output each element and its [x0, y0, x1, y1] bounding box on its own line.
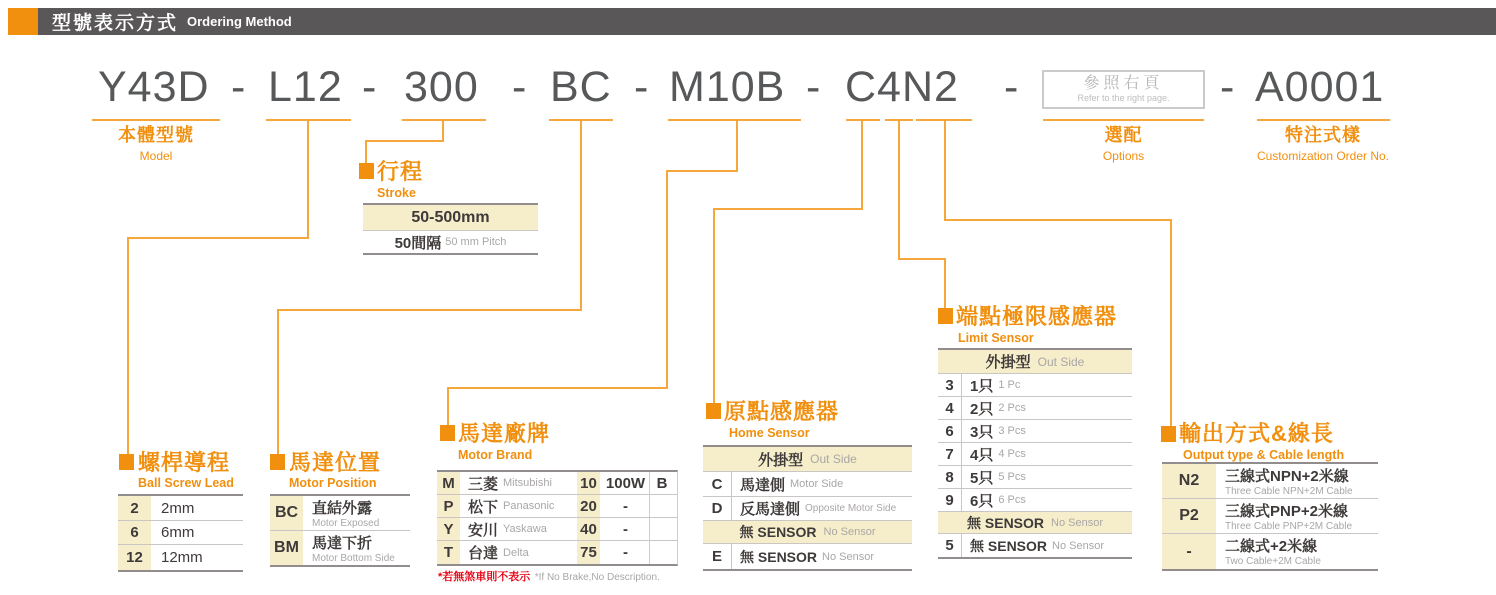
value-zh: 三線式NPN+2米線 [1225, 467, 1349, 485]
header-zh: 外掛型 [985, 354, 1031, 371]
code-cell: 4 [938, 397, 962, 419]
table-row [437, 472, 677, 495]
no-sensor-en: No Sensor [823, 526, 876, 538]
stroke-title-en: Stroke [377, 186, 416, 200]
section-square-icon [1161, 426, 1176, 442]
table-row [703, 544, 912, 569]
code-cell: 6 [938, 420, 962, 442]
table-row [938, 420, 1132, 443]
header-en: Out Side [810, 452, 857, 466]
table-row [938, 534, 1132, 557]
value-en: Motor Bottom Side [312, 552, 395, 564]
brand-en: Delta [503, 546, 529, 559]
code-cell: BC [270, 496, 305, 530]
separator: - [806, 63, 821, 111]
section-square-icon [938, 308, 953, 324]
brand-zh: 三菱 [468, 475, 499, 493]
ball-screw-lead-table [118, 494, 243, 572]
value-en: Three Cable NPN+2M Cable [1225, 485, 1353, 497]
brand-en: Mitsubishi [503, 477, 552, 489]
stroke-table [363, 203, 538, 255]
code-cell: M [437, 472, 462, 494]
page-title: 型號表示方式 [52, 13, 179, 34]
no-sensor-zh: 無 SENSOR [739, 524, 817, 540]
value-zh: 6只 [970, 492, 994, 510]
code-cell: 6 [118, 521, 153, 544]
no-sensor-zh: 無 SENSOR [967, 514, 1045, 531]
value-en: Two Cable+2M Cable [1225, 556, 1321, 567]
connector-line [944, 121, 946, 219]
power-code-cell: 40 [575, 518, 602, 540]
no-sensor-band [703, 521, 912, 544]
table-row [118, 496, 243, 521]
header-accent-square [8, 8, 38, 35]
table-row [1162, 534, 1378, 569]
customization-label-en: Customization Order No. [1256, 148, 1390, 163]
power-code-cell: 10 [575, 472, 602, 494]
options-reference-zh: 參照右頁 [1083, 75, 1164, 93]
table-row [363, 205, 538, 231]
page-title-en: Ordering Method [187, 14, 292, 29]
section-square-icon [706, 403, 721, 419]
underline [1257, 119, 1390, 121]
value-zh: 馬達下折 [312, 534, 373, 552]
limit-sensor-title-en: Limit Sensor [958, 331, 1034, 345]
value-en: 3 Pcs [998, 425, 1026, 437]
value-cell: 2mm [161, 499, 195, 517]
connector-line [736, 121, 738, 170]
model-segment-sensors: C4N2 [845, 63, 959, 111]
value-en: Motor Exposed [312, 517, 380, 529]
table-row [938, 443, 1132, 466]
table-row [703, 497, 912, 521]
connector-line [898, 258, 946, 260]
motor-position-title-en: Motor Position [289, 476, 377, 490]
value-cell: 12mm [161, 549, 203, 566]
options-reference-en: Refer to the right page. [1077, 92, 1170, 103]
separator: - [1004, 63, 1019, 111]
value-zh: 馬達側 [740, 476, 786, 494]
section-square-icon [440, 425, 455, 441]
value-en: No Sensor [822, 550, 874, 563]
table-row [437, 541, 677, 564]
model-segment-motor-position: BC [550, 63, 612, 111]
value-cell: 6mm [161, 524, 195, 541]
table-row [363, 231, 538, 253]
connector-line [666, 170, 668, 387]
options-reference-box [1042, 70, 1205, 109]
brand-zh: 松下 [468, 498, 499, 516]
value-zh: 二線式+2米線 [1225, 538, 1318, 555]
home-sensor-title-en: Home Sensor [729, 426, 810, 440]
table-row [270, 496, 410, 531]
power-code-cell: 20 [575, 495, 602, 517]
connector-line [898, 121, 900, 258]
connector-line [861, 121, 863, 208]
table-row [118, 545, 243, 570]
brand-en: Panasonic [503, 500, 555, 512]
connector-line [666, 170, 738, 172]
value-zh: 直結外露 [312, 499, 373, 517]
code-cell: Y [437, 518, 462, 540]
underline [1043, 119, 1204, 121]
stroke-pitch-zh: 50間隔 [394, 234, 442, 252]
code-cell: 3 [938, 374, 962, 396]
header-zh: 外掛型 [758, 451, 804, 469]
code-cell: P2 [1162, 499, 1218, 533]
value-zh: 無 SENSOR [740, 548, 818, 565]
connector-line [713, 208, 715, 405]
value-en: Motor Side [790, 478, 844, 490]
table-row [938, 489, 1132, 512]
underline [92, 119, 220, 121]
brake-note [438, 567, 660, 585]
section-square-icon [119, 454, 134, 470]
connector-line [580, 121, 582, 309]
value-en: 1 Pc [998, 379, 1021, 391]
separator: - [1220, 63, 1235, 111]
limit-sensor-title: 端點極限感應器 [956, 304, 1118, 329]
no-sensor-band [938, 512, 1132, 534]
code-cell: 9 [938, 489, 962, 511]
table-header-row [938, 350, 1132, 374]
ball-screw-title: 螺桿導程 [138, 450, 231, 475]
home-sensor-title: 原點感應器 [724, 399, 840, 424]
output-table [1162, 462, 1378, 571]
connector-line [944, 258, 946, 309]
value-zh: 三線式PNP+2米線 [1225, 502, 1348, 520]
stroke-range: 50-500mm [411, 208, 490, 226]
brake-cell: B [656, 474, 668, 492]
code-cell: 12 [118, 545, 153, 570]
separator: - [362, 63, 377, 111]
model-segment-custom-no: A0001 [1255, 63, 1385, 111]
code-cell: N2 [1162, 464, 1218, 498]
table-row [1162, 499, 1378, 534]
motor-brand-title: 馬達廠牌 [458, 421, 551, 446]
table-row [1162, 464, 1378, 499]
connector-line [713, 208, 863, 210]
header-en: Out Side [1037, 354, 1085, 369]
underline [402, 119, 486, 121]
model-label-zh: 本體型號 [118, 125, 194, 145]
value-en: 4 Pcs [998, 448, 1026, 460]
connector-line [944, 219, 1172, 221]
code-cell: P [437, 495, 462, 517]
value-zh: 無 SENSOR [970, 537, 1048, 554]
connector-line [1170, 219, 1172, 428]
customization-label [1230, 125, 1416, 166]
output-title-en: Output type & Cable length [1183, 448, 1345, 462]
brand-zh: 台達 [468, 545, 499, 562]
home-sensor-table [703, 445, 912, 571]
no-sensor-en: No Sensor [1051, 516, 1103, 529]
value-en: 2 Pcs [998, 402, 1026, 414]
value-zh: 反馬達側 [740, 501, 801, 518]
output-title: 輸出方式&線長 [1179, 421, 1334, 446]
customization-label-zh: 特注式樣 [1285, 125, 1361, 145]
connector-line [277, 309, 582, 311]
connector-line [447, 387, 668, 389]
ball-screw-title-en: Ball Screw Lead [138, 476, 234, 490]
value-zh: 5只 [970, 469, 994, 487]
underline [846, 119, 880, 121]
table-row [437, 495, 677, 518]
connector-line [442, 121, 444, 140]
stroke-pitch-en: 50 mm Pitch [445, 236, 507, 248]
table-row [938, 466, 1132, 489]
code-cell: E [703, 544, 732, 569]
code-cell: - [1162, 534, 1218, 569]
table-row [938, 374, 1132, 397]
section-square-icon [359, 163, 374, 179]
table-header-row [703, 447, 912, 472]
options-label-en: Options [1102, 148, 1145, 163]
value-en: 5 Pcs [998, 471, 1026, 483]
code-cell: 8 [938, 466, 962, 488]
brake-note-zh: *若無煞車則不表示 [438, 571, 531, 583]
connector-line [307, 121, 309, 237]
code-cell: 7 [938, 443, 962, 465]
model-label-en: Model [139, 148, 173, 163]
code-cell: C [703, 472, 732, 496]
connector-line [365, 140, 367, 164]
limit-sensor-table [938, 348, 1132, 559]
value-en: No Sensor [1052, 539, 1104, 552]
value-zh: 2只 [970, 400, 994, 418]
value-zh: 3只 [970, 423, 994, 441]
code-cell: D [703, 497, 732, 520]
model-segment-body: Y43D [98, 63, 210, 111]
connector-line [277, 309, 279, 455]
value-en: Opposite Motor Side [805, 503, 897, 514]
stroke-title: 行程 [377, 159, 424, 184]
connector-line [127, 237, 309, 239]
motor-position-table [270, 494, 410, 567]
page-header [38, 8, 1496, 35]
underline [668, 119, 801, 121]
motor-brand-table [437, 470, 678, 566]
power-cell: - [623, 544, 628, 561]
code-cell: BM [270, 531, 305, 565]
power-cell: 100W [605, 474, 646, 492]
value-en: 6 Pcs [998, 494, 1026, 506]
value-zh: 4只 [970, 446, 994, 464]
connector-line [365, 140, 444, 142]
model-segment-motor-brand: M10B [669, 63, 786, 111]
table-row [270, 531, 410, 565]
code-cell: 2 [118, 496, 153, 520]
table-row [938, 397, 1132, 420]
separator: - [231, 63, 246, 111]
power-code-cell: 75 [575, 541, 602, 564]
options-label [1043, 125, 1204, 166]
connector-line [447, 387, 449, 427]
table-row [118, 521, 243, 545]
model-segment-lead: L12 [268, 63, 343, 111]
brand-en: Yaskawa [503, 523, 547, 535]
options-label-zh: 選配 [1104, 125, 1143, 145]
model-label [92, 125, 220, 166]
table-row [437, 518, 677, 541]
code-cell: 5 [938, 534, 962, 557]
section-square-icon [270, 454, 285, 470]
connector-line [127, 237, 129, 455]
power-cell: - [623, 520, 628, 538]
power-cell: - [623, 497, 628, 515]
motor-position-title: 馬達位置 [289, 450, 382, 475]
value-zh: 1只 [970, 377, 994, 395]
brake-note-en: *If No Brake,No Description. [534, 572, 660, 583]
motor-brand-title-en: Motor Brand [458, 448, 533, 462]
value-en: Three Cable PNP+2M Cable [1225, 520, 1353, 532]
code-cell: T [437, 541, 462, 564]
table-row [703, 472, 912, 497]
model-segment-stroke: 300 [404, 63, 479, 111]
brand-zh: 安川 [468, 521, 499, 539]
separator: - [634, 63, 649, 111]
separator: - [512, 63, 527, 111]
